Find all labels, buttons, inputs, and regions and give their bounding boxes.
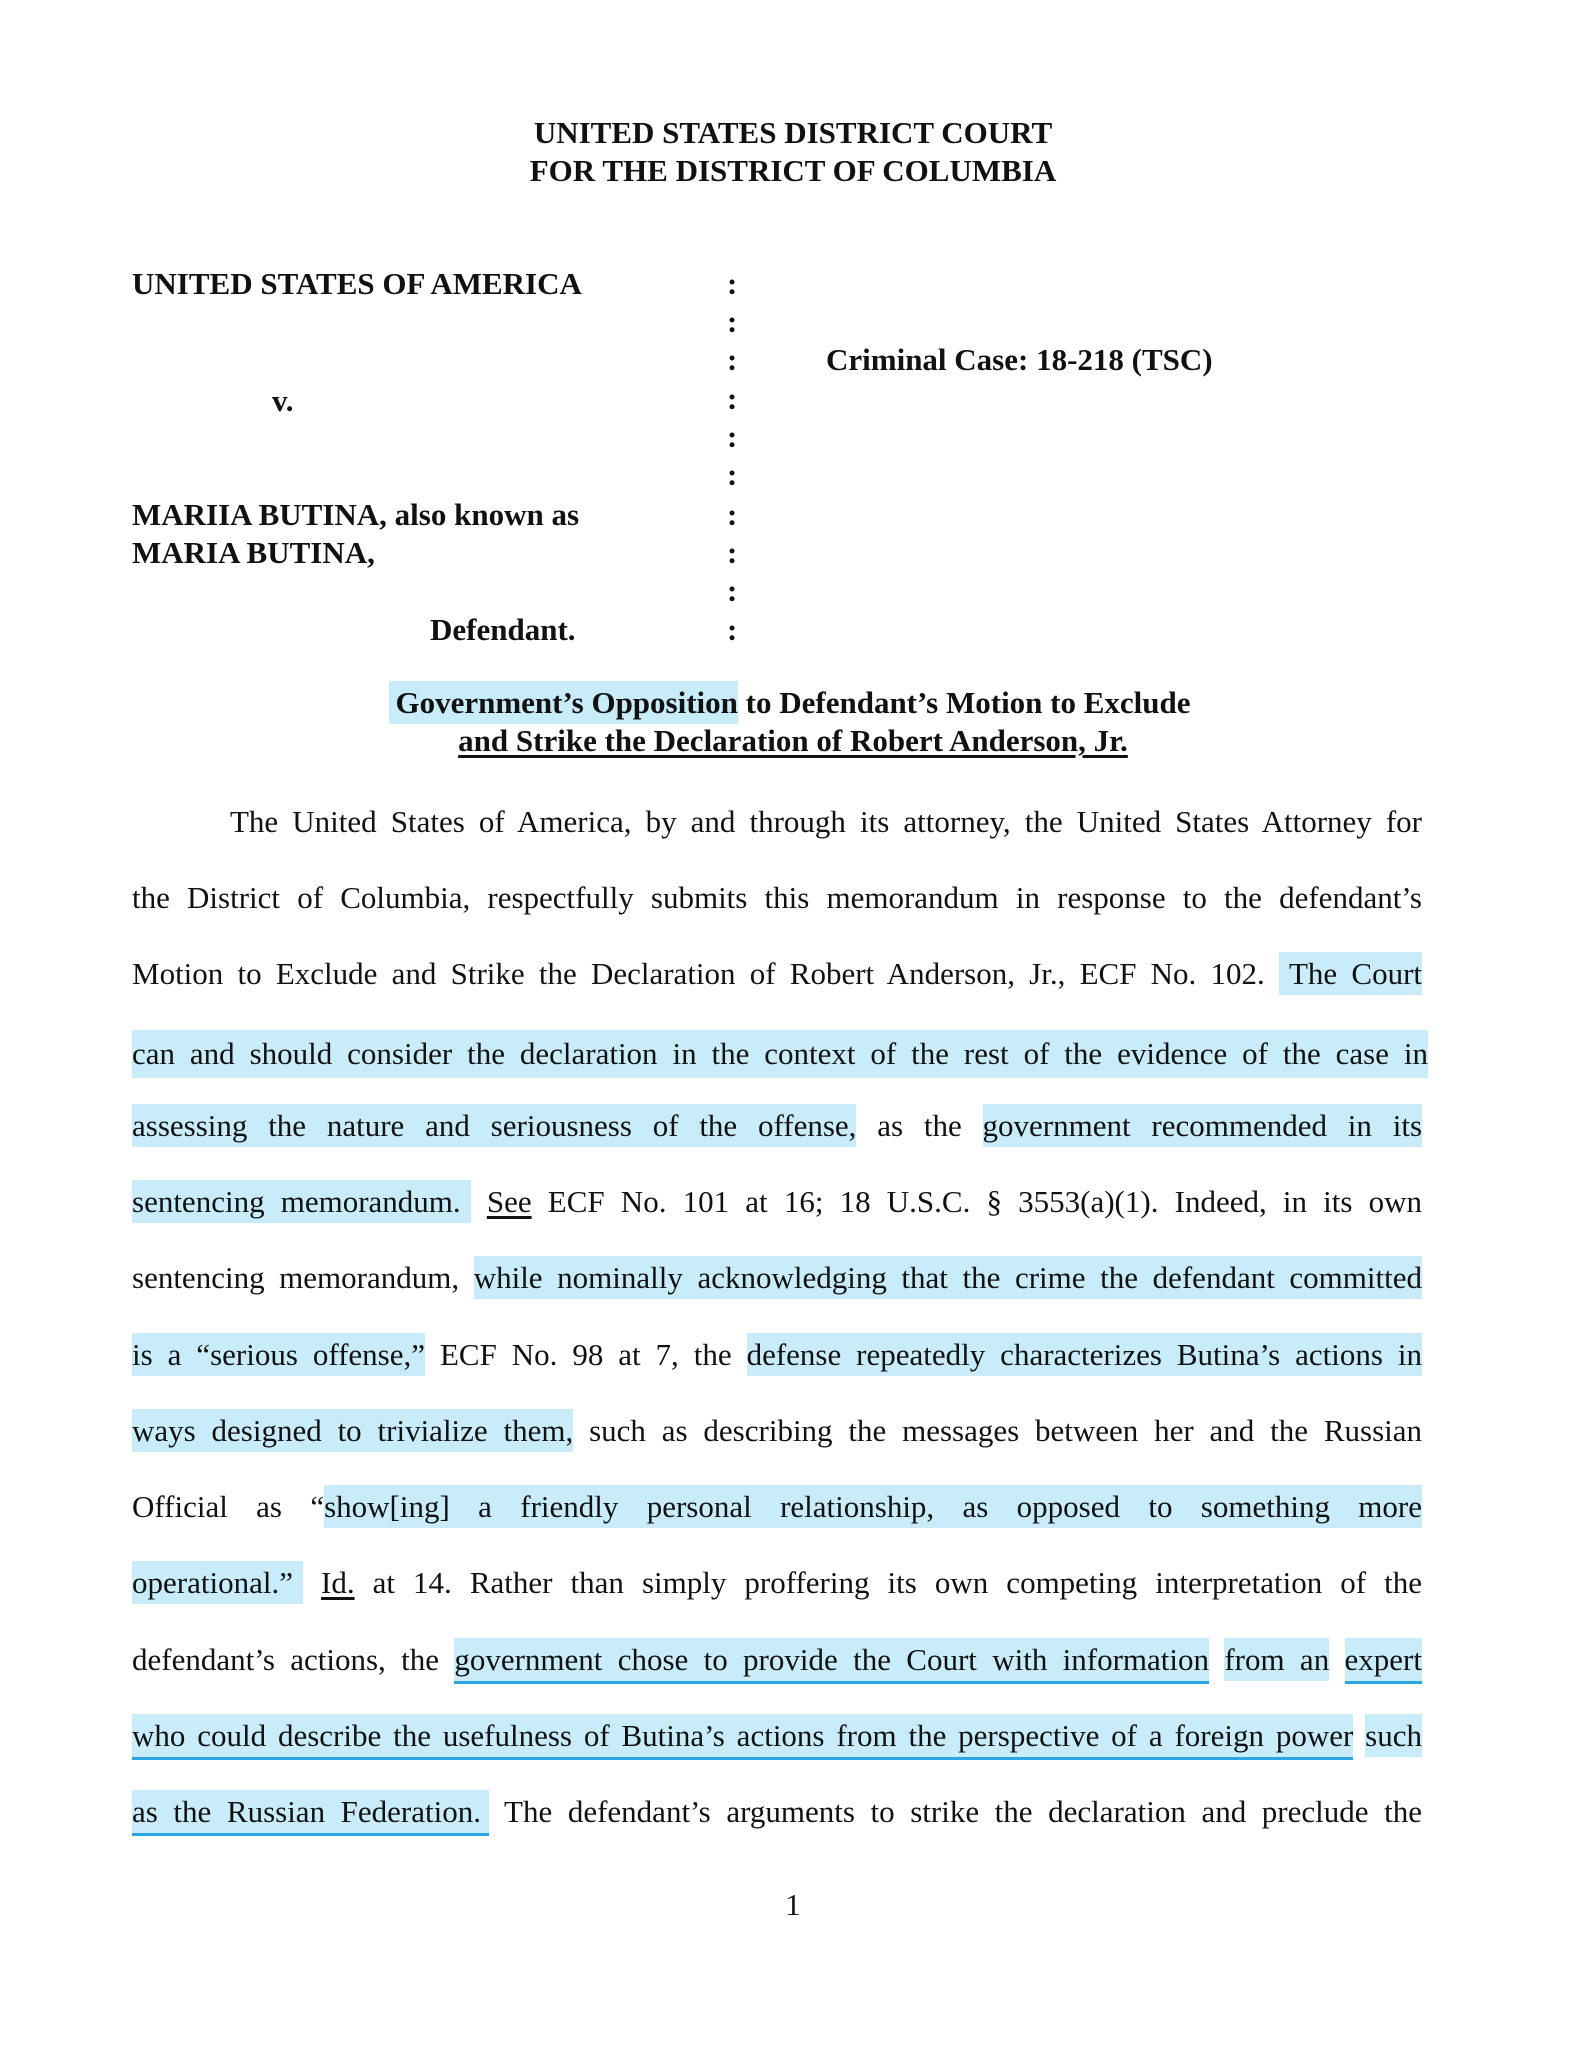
body-line	[132, 1640, 1422, 1680]
body-text: ECF No. 101 at 16; 18 U.S.C. § 3553(a)(1). Indeed, in its own	[547, 1184, 1423, 1219]
court-district: FOR THE DISTRICT OF COLUMBIA	[529, 153, 1057, 188]
case-number: Criminal Case: 18-218 (TSC)	[826, 342, 1213, 377]
citation-signal: Id.	[321, 1565, 355, 1600]
body-text: Motion to Exclude and Strike the Declaration of Robert Anderson, Jr., ECF No. 102.	[132, 956, 1265, 991]
body-line	[132, 1716, 1422, 1756]
highlighted-text: defense repeatedly characterizes Butina’s actions in	[747, 1333, 1422, 1376]
body-line: The United States of America, by and through its attorney, the United States Attorney for	[230, 804, 1422, 839]
highlighted-text: from an	[1224, 1638, 1329, 1681]
body-line	[132, 954, 1422, 994]
court-name: UNITED STATES DISTRICT COURT	[533, 115, 1053, 150]
highlighted-text: show[ing] a friendly personal relationship, as opposed to something more	[324, 1485, 1422, 1528]
highlighted-text: The Court	[1279, 952, 1422, 995]
highlighted-text: ways designed to trivialize them,	[132, 1409, 573, 1452]
highlighted-text: operational.”	[132, 1561, 303, 1604]
highlighted-text: is a “serious offense,”	[132, 1333, 425, 1376]
body-text: such as describing the messages between her and the Russian	[589, 1413, 1423, 1448]
body-line	[132, 1258, 1422, 1298]
body-text: sentencing memorandum,	[132, 1260, 460, 1295]
caption-colon: :	[727, 573, 738, 608]
body-line	[132, 1335, 1422, 1375]
body-text: as the	[877, 1108, 962, 1143]
body-text: The defendant’s arguments to strike the declaration and preclude the	[504, 1794, 1422, 1829]
body-line	[132, 1563, 1422, 1603]
highlighted-text: sentencing memorandum.	[132, 1180, 471, 1223]
caption-colon: :	[727, 266, 738, 301]
highlighted-underlined-text: as the Russian Federation.	[132, 1790, 489, 1836]
body-line	[132, 1030, 1428, 1078]
body-line: the District of Columbia, respectfully submits this memorandum in response to the defendant’s	[132, 880, 1422, 915]
body-line	[132, 1411, 1422, 1451]
title-text: and Strike the Declaration of Robert Anderson, Jr.	[458, 723, 1128, 758]
body-line	[132, 1182, 1422, 1222]
page-number: 1	[785, 1887, 801, 1922]
highlighted-underlined-text: who could describe the usefulness of Butina’s actions from the perspective of a foreign power	[132, 1714, 1353, 1760]
caption-colon: :	[727, 535, 738, 570]
highlighted-text: such	[1365, 1714, 1422, 1757]
caption-defendant-line1: MARIIA BUTINA, also known as	[132, 497, 580, 532]
body-line	[132, 1792, 1422, 1832]
body-text: defendant’s actions, the	[132, 1642, 439, 1677]
body-line	[132, 1487, 1422, 1527]
caption-colon: :	[727, 342, 738, 377]
caption-plaintiff: UNITED STATES OF AMERICA	[132, 266, 582, 301]
caption-colon: :	[727, 457, 738, 492]
body-text: at 14. Rather than simply proffering its own competing interpretation of the	[372, 1565, 1422, 1600]
highlighted-underlined-text: expert	[1345, 1638, 1422, 1684]
caption-versus: v.	[272, 383, 294, 418]
highlighted-text: government recommended in its	[983, 1104, 1422, 1147]
caption-colon: :	[727, 304, 738, 339]
document-title-line2	[0, 722, 1586, 760]
caption-colon: :	[727, 612, 738, 647]
body-line	[132, 1106, 1422, 1146]
body-text: Official as “	[132, 1489, 325, 1524]
caption-defendant-label: Defendant.	[430, 612, 576, 647]
caption-colon: :	[727, 497, 738, 532]
caption-defendant-line2: MARIA BUTINA,	[132, 535, 375, 570]
document-title-line1	[0, 684, 1586, 722]
caption-colon: :	[727, 419, 738, 454]
body-text: ECF No. 98 at 7, the	[439, 1337, 732, 1372]
highlighted-text: assessing the nature and seriousness of the offense,	[132, 1104, 856, 1147]
highlighted-text: can and should consider the declaration in the context of the rest of the evidence of the case in	[132, 1030, 1428, 1078]
highlighted-underlined-text: government chose to provide the Court with information	[454, 1638, 1209, 1684]
caption-colon: :	[727, 381, 738, 416]
title-text: to Defendant’s Motion to Exclude	[737, 685, 1191, 720]
highlighted-text: Government’s Opposition	[389, 681, 737, 724]
highlighted-text: while nominally acknowledging that the crime the defendant committed	[474, 1256, 1422, 1299]
citation-signal: See	[486, 1184, 532, 1219]
